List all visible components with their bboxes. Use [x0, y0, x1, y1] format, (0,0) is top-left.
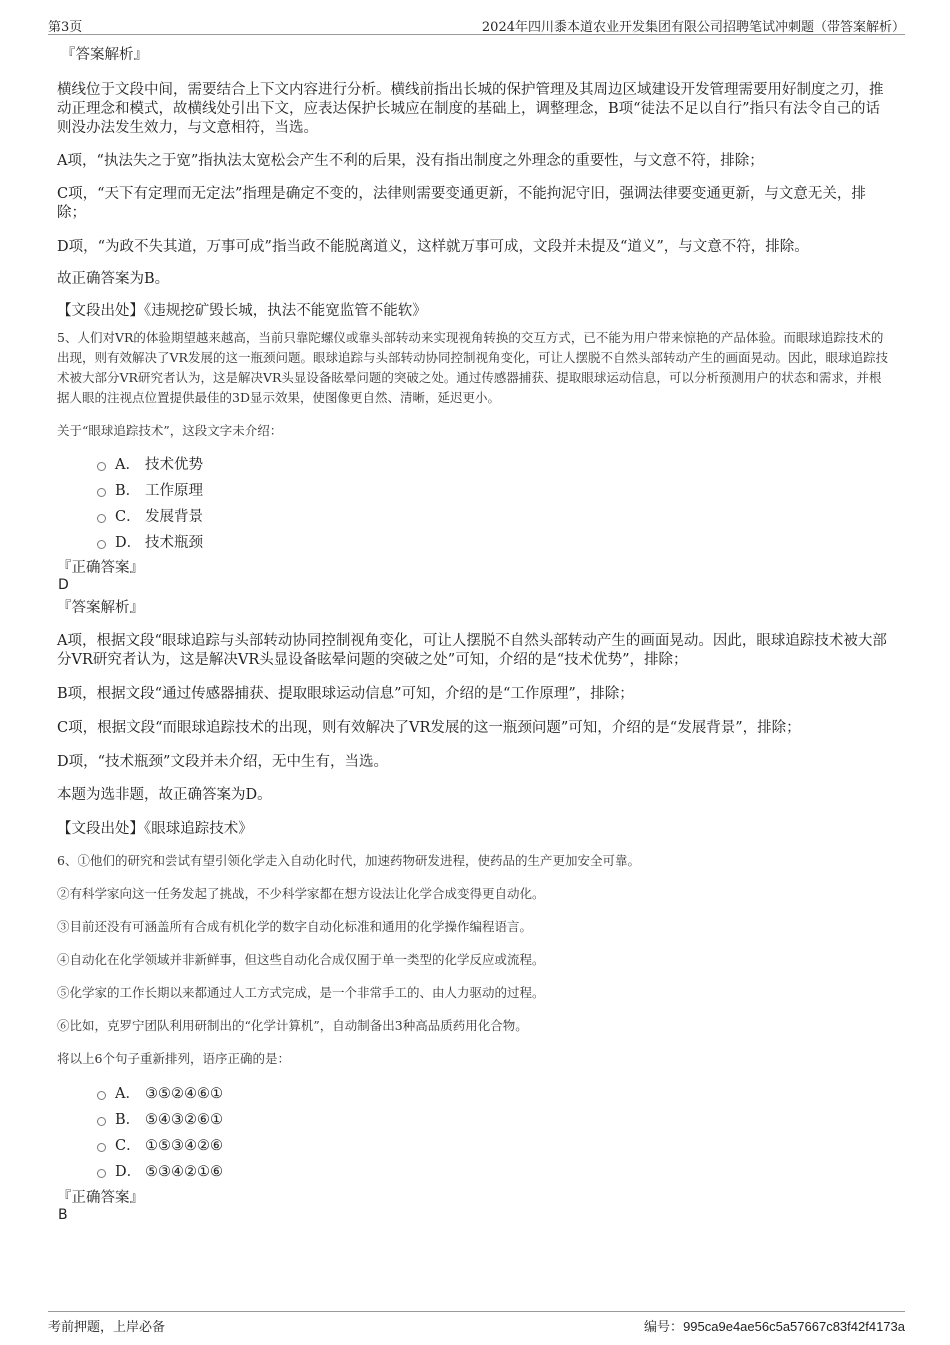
option-letter: A．	[115, 1086, 140, 1102]
radio-button[interactable]	[97, 1091, 106, 1100]
question-stem: 关于“眼球追踪技术”，这段文字未介绍：	[57, 423, 283, 438]
option-list	[57, 1081, 893, 1185]
analysis-paragraph: B项，根据文段“通过传感器捕获、提取眼球运动信息”可知，介绍的是“工作原理”，排除；	[57, 686, 634, 702]
analysis-label: 『答案解析』	[57, 600, 144, 616]
option-text: 技术优势	[145, 457, 203, 473]
analysis-paragraph: 横线位于文段中间，需要结合上下文内容进行分析。横线前指出长城的保护管理及其周边区域建设开发管理需要用好制度之刃，推动正理念和模式，故横线处引出下文，应表达保护长城应在制度的基础上，调整理念，B项“徒法不足以自行”指只有法令自己的话则没办法发生效力，与文意相符，当选。	[57, 82, 884, 136]
option-letter: A．	[115, 457, 140, 473]
option-b[interactable]	[57, 478, 893, 504]
question-passage: 5、人们对VR的体验期望越来越高，当前只靠陀螺仪或靠头部转动来实现视角转换的交互方式，已不能为用户带来惊艳的产品体验。而眼球追踪技术的出现，则有效解决了VR发展的这一瓶颈问题。眼球追踪与头部转动协同控制视角变化，可让人摆脱不自然头部转动产生的画面晃动。因此，眼球追踪技术被大部分VR研究者认为，这是解决VR头显设备眩晕问题的突破之处。通过传感器捕获、提取眼球运动信息，可以分析预测用户的状态和需求，并根据人眼的注视点位置提供最佳的3D显示效果，使图像更自然、清晰，延迟更小。	[57, 330, 888, 405]
document-code	[644, 1316, 905, 1335]
radio-button[interactable]	[97, 540, 106, 549]
code-label: 编号：	[644, 1320, 684, 1335]
option-text: ⑤④③②⑥①	[145, 1112, 223, 1128]
option-text: 技术瓶颈	[145, 535, 203, 551]
sentence: ②有科学家向这一任务发起了挑战，不少科学家都在想方设法让化学合成变得更自动化。	[57, 886, 545, 901]
sentence: ⑤化学家的工作长期以来都通过人工方式完成，是一个非常手工的、由人力驱动的过程。	[57, 985, 545, 1000]
analysis-paragraph: 本题为选非题，故正确答案为D。	[57, 787, 272, 803]
analysis-paragraph: D项，“技术瓶颈”文段并未介绍，无中生有，当选。	[57, 754, 388, 770]
analysis-paragraph: 故正确答案为B。	[57, 271, 170, 287]
option-text: ①⑤③④②⑥	[145, 1138, 223, 1154]
radio-button[interactable]	[97, 1117, 106, 1126]
footer-slogan: 考前押题，上岸必备	[48, 1320, 166, 1335]
radio-button[interactable]	[97, 462, 106, 471]
code-value: 995ca9e4ae56c5a57667c83f42f4173a	[683, 1319, 905, 1334]
option-letter: C．	[115, 509, 141, 525]
correct-answer: B	[58, 1207, 68, 1223]
radio-button[interactable]	[97, 1143, 106, 1152]
analysis-paragraph: C项，“天下有定理而无定法”指理是确定不变的，法律则需要变通更新，不能拘泥守旧，强调法律要变通更新，与文意无关，排除；	[57, 186, 866, 221]
option-d[interactable]	[57, 1159, 893, 1185]
analysis-label: 『答案解析』	[61, 47, 148, 63]
radio-button[interactable]	[97, 514, 106, 523]
passage-source: 【文段出处】《违规挖矿毁长城，执法不能宽监管不能软》	[57, 303, 427, 319]
option-b[interactable]	[57, 1107, 893, 1133]
option-text: 发展背景	[145, 509, 203, 525]
content	[57, 46, 893, 1224]
option-text: 工作原理	[145, 483, 203, 499]
option-text: ⑤③④②①⑥	[145, 1164, 223, 1180]
sentence: ③目前还没有可涵盖所有合成有机化学的数字自动化标准和通用的化学操作编程语言。	[57, 919, 533, 934]
page-footer	[48, 1311, 905, 1336]
sentence: ⑥比如，克罗宁团队利用研制出的“化学计算机”，自动制备出3种高品质药用化合物。	[57, 1018, 528, 1033]
radio-button[interactable]	[97, 1169, 106, 1178]
passage-source: 【文段出处】《眼球追踪技术》	[57, 821, 253, 837]
document-title: 2024年四川黍本道农业开发集团有限公司招聘笔试冲刺题（带答案解析）	[481, 20, 905, 35]
option-letter: D．	[115, 1164, 142, 1180]
radio-button[interactable]	[97, 488, 106, 497]
analysis-paragraph: A项，根据文段“眼球追踪与头部转动协同控制视角变化，可让人摆脱不自然头部转动产生的画面晃动。因此，眼球追踪技术被大部分VR研究者认为，这是解决VR头显设备眩晕问题的突破之处”可知，介绍的是“技术优势”，排除；	[57, 633, 887, 668]
option-letter: B．	[115, 1112, 141, 1128]
option-letter: B．	[115, 483, 141, 499]
option-c[interactable]	[57, 1133, 893, 1159]
question-stem: 将以上6个句子重新排列，语序正确的是：	[57, 1051, 290, 1066]
page-number: 第3页	[48, 20, 83, 35]
option-text: ③⑤②④⑥①	[145, 1086, 223, 1102]
option-a[interactable]	[57, 452, 893, 478]
correct-answer-label: 『正确答案』	[57, 560, 144, 576]
correct-answer: D	[58, 577, 69, 593]
option-letter: C．	[115, 1138, 141, 1154]
option-letter: D．	[115, 535, 142, 551]
sentence: ④自动化在化学领域并非新鲜事，但这些自动化合成仅囿于单一类型的化学反应或流程。	[57, 952, 545, 967]
option-list	[57, 452, 893, 556]
correct-answer-label: 『正确答案』	[57, 1190, 144, 1206]
page-header	[48, 14, 905, 35]
option-d[interactable]	[57, 530, 893, 556]
sentence: 6、①他们的研究和尝试有望引领化学走入自动化时代，加速药物研发进程，使药品的生产更加安全可靠。	[57, 853, 640, 868]
analysis-paragraph: D项，“为政不失其道，万事可成”指当政不能脱离道义，这样就万事可成，文段并未提及“道义”，与文意不符，排除。	[57, 239, 809, 255]
option-c[interactable]	[57, 504, 893, 530]
analysis-paragraph: A项，“执法失之于宽”指执法太宽松会产生不利的后果，没有指出制度之外理念的重要性，与文意不符，排除；	[57, 153, 764, 169]
option-a[interactable]	[57, 1081, 893, 1107]
analysis-paragraph: C项，根据文段“而眼球追踪技术的出现，则有效解决了VR发展的这一瓶颈问题”可知，介绍的是“发展背景”，排除；	[57, 720, 801, 736]
